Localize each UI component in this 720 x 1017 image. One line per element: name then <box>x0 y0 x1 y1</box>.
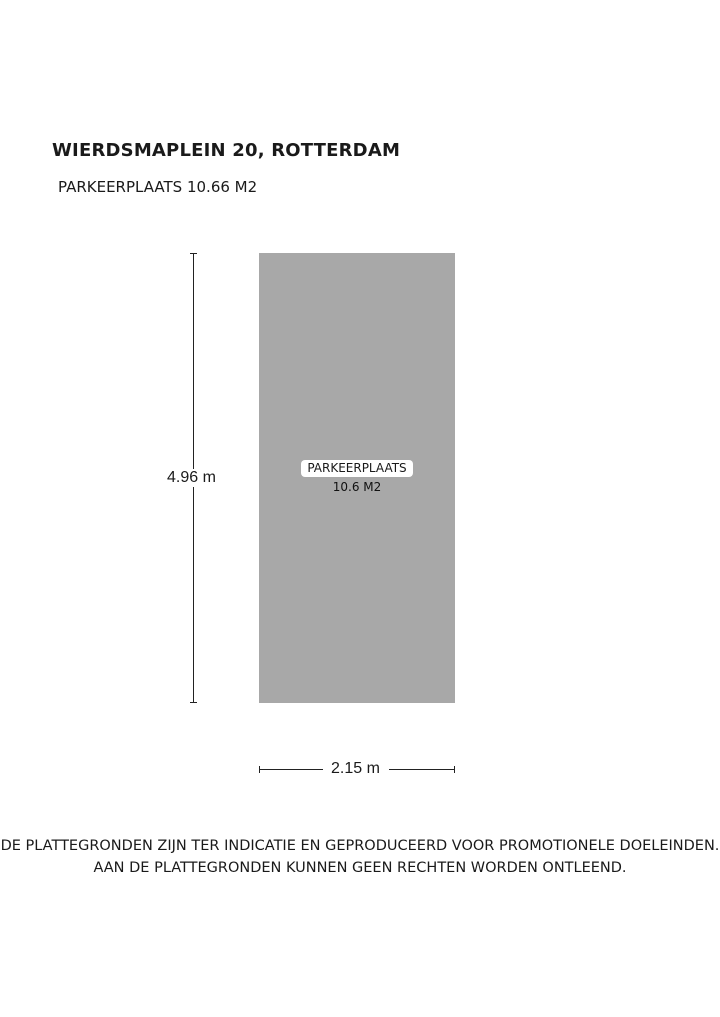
width-dimension-tick-left <box>259 766 260 773</box>
disclaimer-line-2: AAN DE PLATTEGRONDEN KUNNEN GEEN RECHTEN WORDEN ONTLEEND. <box>93 860 627 876</box>
height-dimension-tick-bottom <box>190 702 197 703</box>
disclaimer <box>0 835 720 879</box>
width-dimension-tick-right <box>454 766 455 773</box>
width-dimension-line-right <box>389 769 455 770</box>
height-dimension-label: 4.96 m <box>167 469 216 486</box>
property-subtitle: PARKEERPLAATS 10.66 M2 <box>58 178 258 196</box>
width-dimension-label: 2.15 m <box>331 760 380 777</box>
room-label <box>259 457 455 494</box>
parking-space-room <box>259 253 455 703</box>
width-dimension-line-left <box>259 769 323 770</box>
height-dimension-tick-top <box>190 253 197 254</box>
property-address-title: WIERDSMAPLEIN 20, ROTTERDAM <box>52 140 401 161</box>
room-area: 10.6 M2 <box>332 480 382 494</box>
disclaimer-line-1: DE PLATTEGRONDEN ZIJN TER INDICATIE EN GEPRODUCEERD VOOR PROMOTIONELE DOELEINDEN. <box>0 838 720 854</box>
room-name: PARKEERPLAATS <box>301 460 412 477</box>
